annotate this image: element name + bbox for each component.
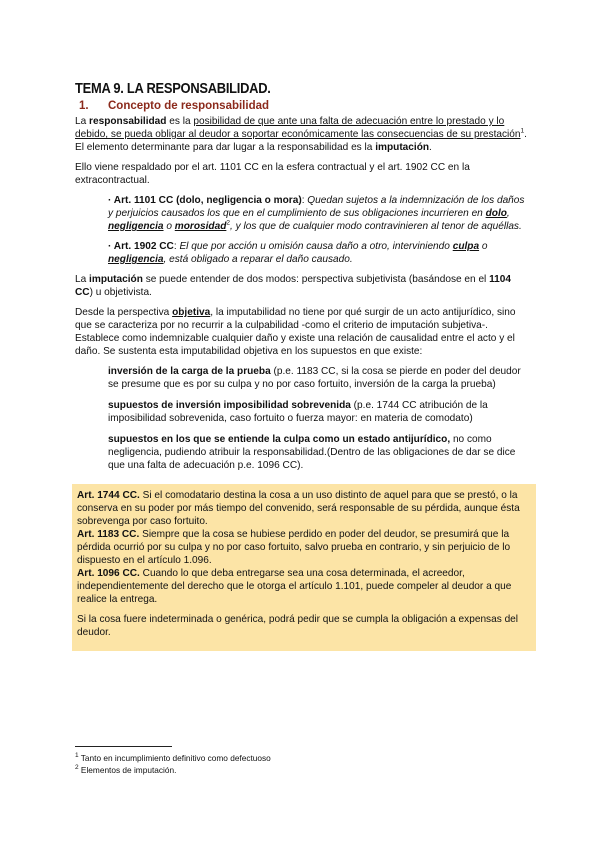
supuesto-item <box>108 399 527 425</box>
article-1902 <box>108 240 527 266</box>
term-imputacion: imputación <box>89 274 143 285</box>
box-article-1744 <box>77 489 531 528</box>
section-label: Concepto de responsabilidad <box>108 100 270 112</box>
text-run: , <box>506 208 510 219</box>
supuesto-text: (p.e. 1183 CC, si la cosa se pierde en poder del deudor se presume que es por su culpa y no por caso fortuito, inversión de la carga la prueba) <box>108 366 521 390</box>
supuesto-item <box>108 365 527 391</box>
footnote-1 <box>75 752 271 764</box>
text-run: , la imputabilidad no tiene por qué surgir de un acto antijurídico, sino que se caracteriza por no recurrir a la culpabilidad -como el criterio de imputación subjetiva-. Establece como indemnizable cualquier daño y existe una relación de causalidad entre el acto y el daño. Se sustenta esta imputabilidad objetiva en los supuestos en que existe: <box>75 307 516 357</box>
text-run: . <box>429 142 432 153</box>
supuesto-text: no como negligencia, pudiendo atribuir la responsabilidad.(Dentro de las obligaciones de dar se dice que una falta de adecuación p.e. 1096 CC). <box>108 434 516 471</box>
highlight-box <box>72 484 536 651</box>
text-run: se puede entender de dos modos: perspectiva subjetivista (basándose en el <box>142 274 490 285</box>
paragraph-definition <box>75 115 527 154</box>
section-heading <box>79 99 527 113</box>
footnote-number: 2 <box>75 764 79 772</box>
supuesto-text: (p.e. 1744 CC atribución de la imposibilidad sobrevenida, caso fortuito o fuerza mayor: en materia de comodato) <box>108 400 488 424</box>
box-article-ref: Art. 1183 CC. <box>77 529 140 540</box>
footnote-divider <box>75 746 172 747</box>
article-1902-text: El que por acción u omisión causa daño a otro, interviniendo <box>179 241 453 252</box>
document-title: TEMA 9. LA RESPONSABILIDAD. <box>75 80 271 97</box>
article-1902-label: · Art. 1902 CC <box>108 241 174 252</box>
box-article-1096 <box>77 567 531 606</box>
article-1902-text-end: , está obligado a reparar el daño causado. <box>163 254 353 265</box>
term-dolo: dolo <box>485 208 507 219</box>
paragraph-objetiva <box>75 306 527 358</box>
text-run: La <box>75 116 90 127</box>
text-run: : <box>301 195 308 206</box>
box-article-1183 <box>77 528 531 567</box>
paragraph-imputacion <box>75 273 527 299</box>
footnote-text: Tanto en incumplimiento definitivo como defectuoso <box>78 753 271 763</box>
supuesto-title: supuestos de inversión imposibilidad sobrevenida <box>108 400 351 411</box>
supuesto-title: inversión de la carga de la prueba <box>108 366 271 377</box>
box-article-ref: Art. 1744 CC. <box>77 490 140 501</box>
footnotes <box>75 752 271 776</box>
box-article-text: Cuando lo que deba entregarse sea una cosa determinada, el acreedor, independientemente del derecho que le otorga el artículo 1.101, puede compeler al deudor a que realice la entrega. <box>77 568 512 605</box>
term-morosidad: morosidad <box>174 221 227 232</box>
text-run: es la <box>166 116 194 127</box>
footnote-ref-1[interactable]: 1 <box>520 127 525 135</box>
article-1101-text-end: , y los que de cualquier modo contravinieren al tenor de aquéllas. <box>230 221 522 232</box>
text-run: : <box>173 241 180 252</box>
footnote-ref-2[interactable]: 2 <box>226 219 230 227</box>
term-responsabilidad: responsabilidad <box>89 116 167 127</box>
text-run: ) u objetivista. <box>89 287 152 298</box>
text-run: Desde la perspectiva <box>75 307 173 318</box>
text-run: . El elemento determinante para dar lugar a la responsabilidad es la <box>75 129 527 153</box>
footnote-text: Elementos de imputación. <box>78 765 177 775</box>
term-imputacion: imputación <box>375 142 430 153</box>
term-culpa: culpa <box>452 241 480 252</box>
box-article-text: Si el comodatario destina la cosa a un uso distinto de aquel para que se prestó, o la conserva en su poder por más tiempo del convenido, será responsable de su pérdida, aunque ésta sobrevenga por caso fortuito. <box>77 490 520 527</box>
term-objetiva: objetiva <box>172 307 211 318</box>
article-ref-1104: 1104 CC <box>75 274 512 298</box>
footnote-number: 1 <box>75 752 79 760</box>
box-article-text: Siempre que la cosa se hubiese perdido en poder del deudor, se presumirá que la pérdida ocurrió por su culpa y no por caso fortuito, salvo prueba en contrario, y sin perjuicio de lo dispuesto en el artículo 1.096. <box>77 529 511 566</box>
section-number: 1. <box>79 100 89 112</box>
text-run: La <box>75 274 90 285</box>
box-article-ref: Art. 1096 CC. <box>77 568 140 579</box>
text-run: o <box>163 221 175 232</box>
supuesto-title: supuestos en los que se entiende la culpa como un estado antijurídico, <box>108 434 451 445</box>
supuesto-item <box>108 433 527 472</box>
article-1101-label: · Art. 1101 CC (dolo, negligencia o mora) <box>108 195 302 206</box>
term-negligencia: negligencia <box>108 254 164 265</box>
document-page <box>75 80 527 651</box>
text-run: o <box>479 241 488 252</box>
footnote-2 <box>75 764 271 776</box>
box-last-paragraph: Si la cosa fuere indeterminada o genérica, podrá pedir que se cumpla la obligación a expensas del deudor. <box>77 614 519 638</box>
article-1101-text: Quedan sujetos a la indemnización de los daños y perjuicios causados los que en el cumplimiento de sus obligaciones incurrieren en <box>108 195 525 219</box>
article-1101 <box>108 194 527 233</box>
paragraph-articles-intro: Ello viene respaldado por el art. 1101 CC en la esfera contractual y el art. 1902 CC en la extracontractual. <box>75 162 470 186</box>
definition-underlined: posibilidad de que ante una falta de adecuación entre lo prestado y lo debido, se pueda obligar al deudor a soportar económicamente las consecuencias de su prestación <box>75 116 521 140</box>
term-negligencia: negligencia <box>108 221 164 232</box>
